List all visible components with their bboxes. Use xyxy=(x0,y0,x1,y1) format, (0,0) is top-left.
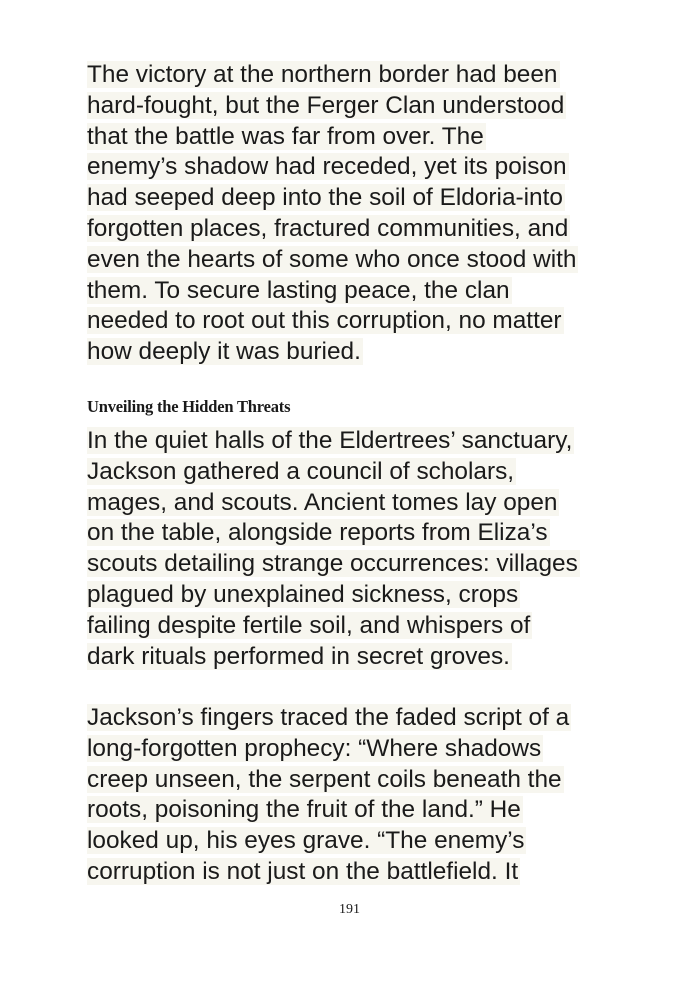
text-line: creep unseen, the serpent coils beneath the xyxy=(87,765,562,793)
text-line: needed to root out this corruption, no matter xyxy=(87,307,562,335)
text-line: hard-fought, but the Ferger Clan understood xyxy=(87,91,565,119)
paragraph-1 xyxy=(87,60,578,368)
text-line: even the hearts of some who once stood with xyxy=(87,245,577,273)
text-line: long-forgotten prophecy: “Where shadows xyxy=(87,734,542,762)
text-line: them. To secure lasting peace, the clan xyxy=(87,276,510,304)
text-line: that the battle was far from over. The xyxy=(87,122,484,150)
text-line: scouts detailing strange occurrences: villages xyxy=(87,550,578,578)
text-line: how deeply it was buried. xyxy=(87,338,361,366)
text-line: dark rituals performed in secret groves. xyxy=(87,642,510,670)
text-line: roots, poisoning the fruit of the land.” He xyxy=(87,796,521,824)
text-line: looked up, his eyes grave. “The enemy’s xyxy=(87,827,525,855)
text-line: had seeped deep into the soil of Eldoria-into xyxy=(87,184,563,212)
paragraph-3 xyxy=(87,703,571,888)
text-line: failing despite fertile soil, and whispers of xyxy=(87,611,531,639)
text-line: mages, and scouts. Ancient tomes lay open xyxy=(87,488,558,516)
text-line: forgotten places, fractured communities, and xyxy=(87,214,569,242)
text-line: plagued by unexplained sickness, crops xyxy=(87,580,519,608)
text-line: In the quiet halls of the Eldertrees’ sanctuary, xyxy=(87,427,573,454)
section-heading: Unveiling the Hidden Threats xyxy=(87,397,291,416)
text-line: Jackson’s fingers traced the faded script of a xyxy=(87,704,570,731)
text-line: The victory at the northern border had been xyxy=(87,61,558,88)
text-line: corruption is not just on the battlefield. It xyxy=(87,857,519,885)
text-line: Jackson gathered a council of scholars, xyxy=(87,457,515,485)
paragraph-2 xyxy=(87,426,580,672)
page-number: 191 xyxy=(339,902,360,917)
text-line: enemy’s shadow had receded, yet its poison xyxy=(87,153,567,181)
text-line: on the table, alongside reports from Eliza’s xyxy=(87,519,548,547)
